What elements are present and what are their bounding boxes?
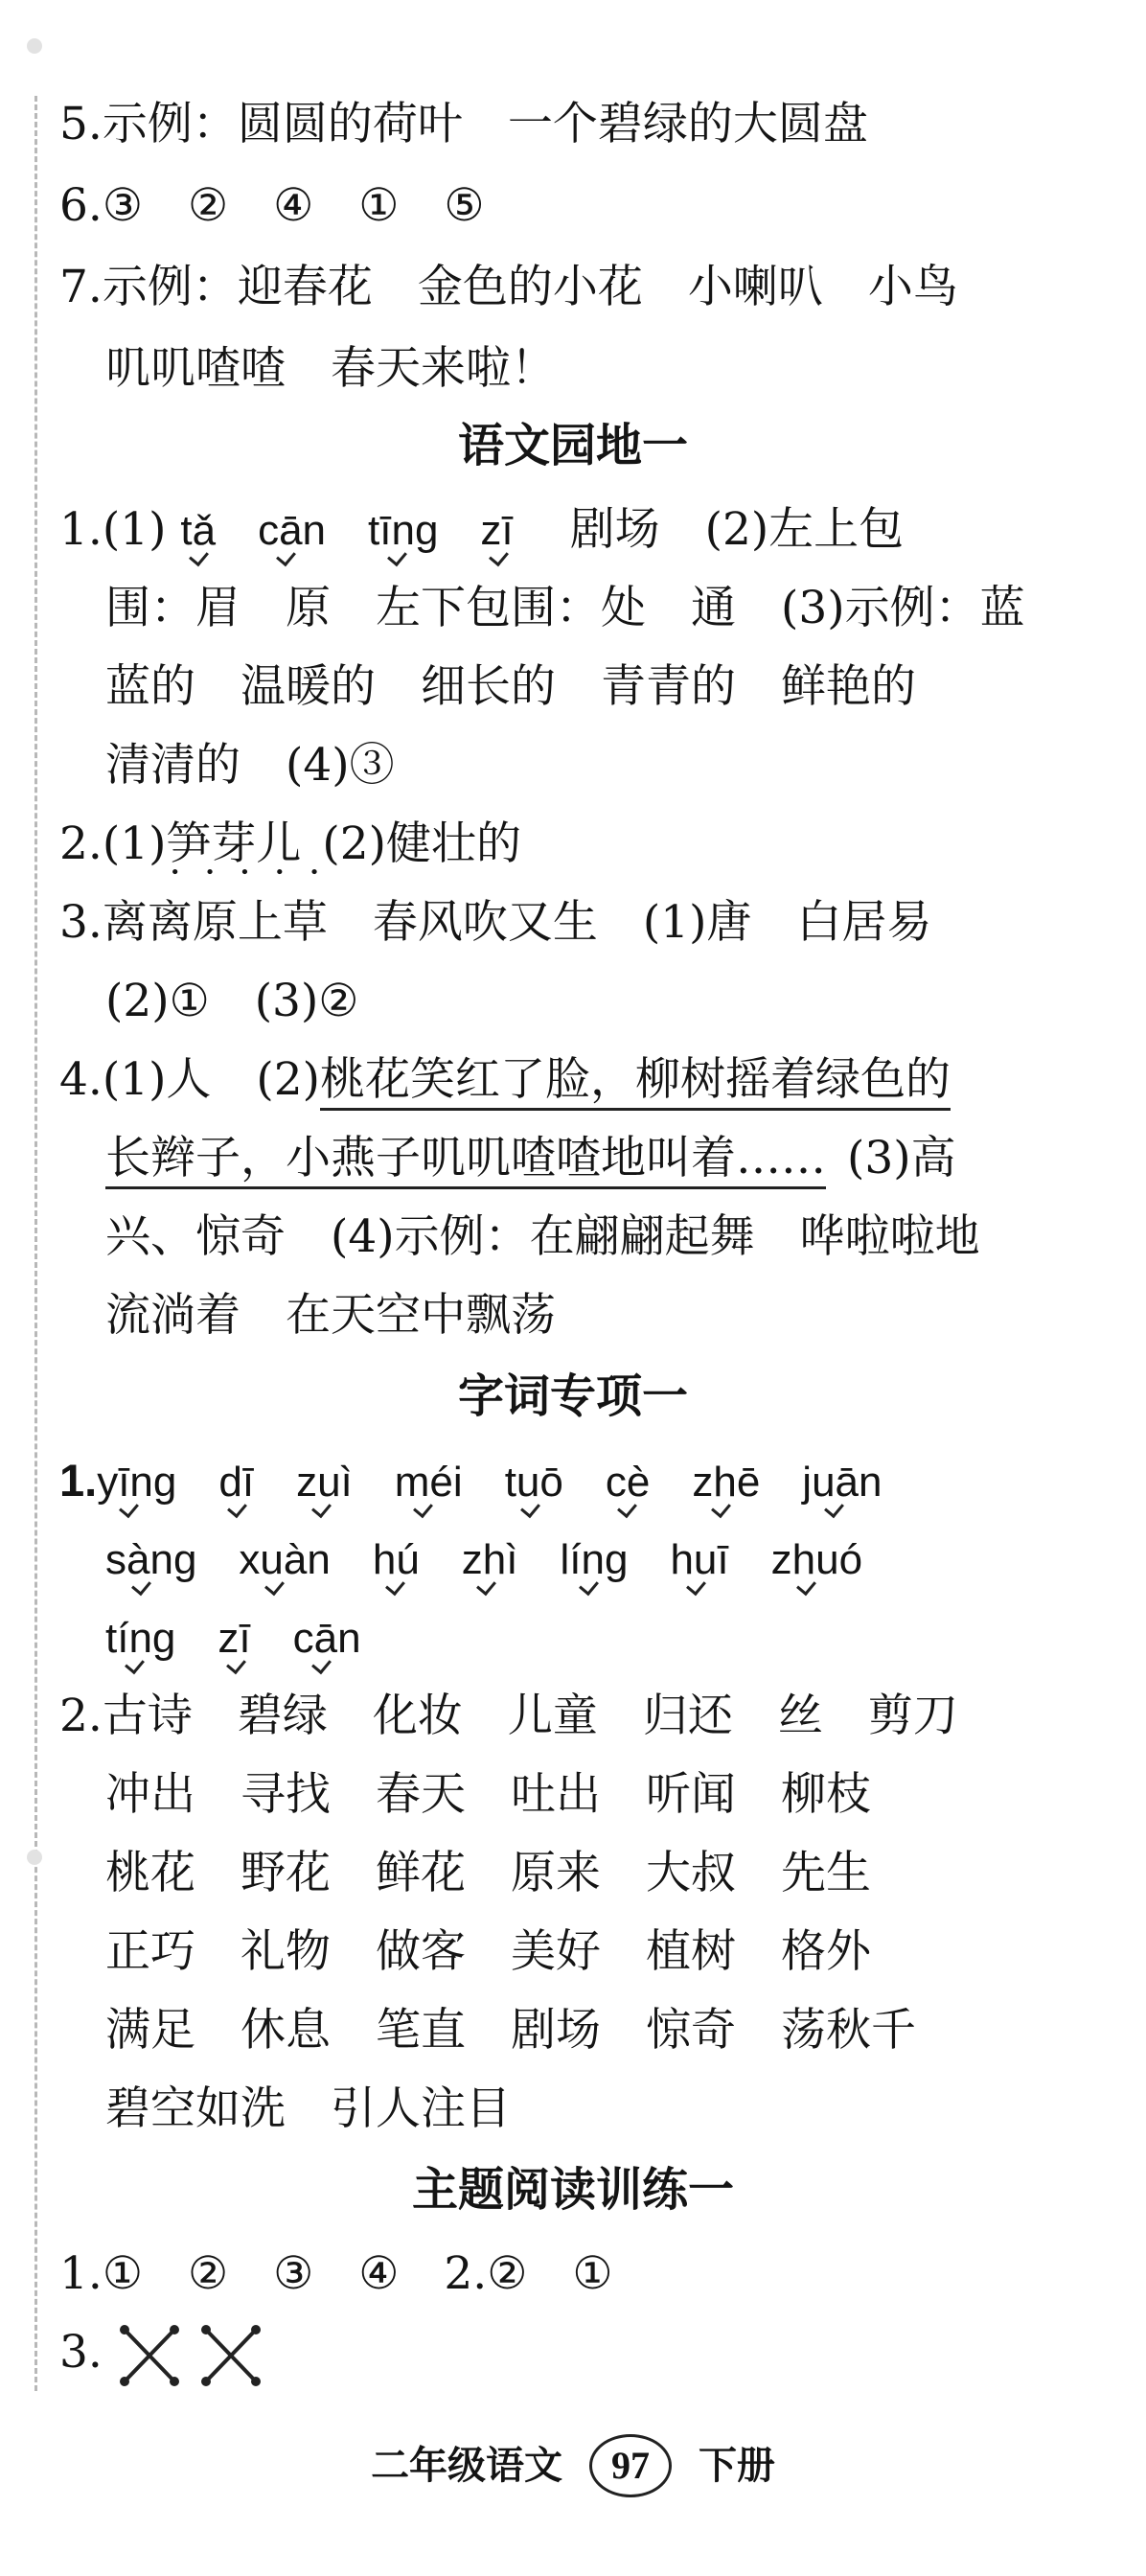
pinyin-row (105, 1526, 905, 1593)
pinyin: líng (561, 1527, 629, 1594)
answer-line: 蓝的 温暖的 细长的 青青的 鲜艳的 (105, 660, 916, 713)
section-title: 主题阅读训练一 (411, 2163, 734, 2217)
pinyin: zī (218, 1605, 250, 1672)
answer-line: 7.示例：迎春花 金色的小花 小喇叭 小鸟 (59, 261, 958, 313)
pinyin: hú (373, 1527, 420, 1594)
pinyin: zī (480, 497, 513, 564)
answer-line: 1.① ② ③ ④ 2.② ① (59, 2247, 613, 2300)
section-title: 字词专项一 (457, 1369, 688, 1423)
question-prefix: 1.(1) (59, 503, 167, 556)
binding-dot (27, 1850, 42, 1865)
page-footer (0, 2434, 1146, 2497)
pinyin: tǎ (180, 497, 216, 564)
pinyin: zhì (462, 1527, 518, 1594)
pinyin-row (59, 1447, 924, 1514)
answer-line: 流淌着 在天空中飘荡 (105, 1289, 556, 1342)
answer-line: (2)① (3)② (105, 975, 359, 1027)
answer-text: 剧场 (2)左上包 (569, 503, 905, 556)
pinyin: tuō (505, 1449, 563, 1516)
pinyin: cān (293, 1605, 361, 1672)
answer-text: (3)高 (847, 1132, 956, 1184)
dotted-answer: 笋芽儿 • • • (166, 811, 301, 878)
underlined-answer: 长辫子，小燕子叽叽喳喳地叫着…… (105, 1132, 826, 1189)
question-number: 1. (59, 1455, 98, 1506)
answer-line (59, 811, 521, 878)
pinyin: zhē (692, 1449, 760, 1516)
answer-line: 围：眉 原 左下包围：处 通 (3)示例：蓝 (105, 582, 1025, 634)
footer-grade: 二年级语文 (371, 2444, 563, 2488)
question-prefix: 2.(1) (59, 817, 167, 870)
pinyin: tīng (368, 497, 438, 564)
cross-mark-icon (117, 2322, 184, 2389)
pinyin: tíng (105, 1605, 175, 1672)
pinyin: cān (258, 497, 326, 564)
underlined-answer: 桃花笑红了脸，柳树摇着绿色的 (320, 1053, 951, 1111)
binding-dot (27, 38, 42, 54)
answer-line: 叽叽喳喳 春天来啦！ (105, 342, 556, 395)
answer-line: 5.示例：圆圆的荷叶 一个碧绿的大圆盘 (59, 98, 868, 150)
answer-line: 碧空如洗 引人注目 (105, 2082, 511, 2135)
pinyin: zhuó (771, 1527, 862, 1594)
answer-text: (2)健壮的 (322, 817, 521, 870)
pinyin: cè (606, 1449, 650, 1516)
answer-line: 清清的 (4)③ (105, 739, 395, 792)
answer-line: 满足 休息 笔直 剧场 惊奇 荡秋千 (105, 2004, 916, 2057)
answer-line: 桃花 野花 鲜花 原来 大叔 先生 (105, 1847, 871, 1899)
pinyin: sàng (105, 1527, 196, 1594)
pinyin-row (105, 1604, 403, 1671)
answer-line: 2.古诗 碧绿 化妆 儿童 归还 丝 剪刀 (59, 1690, 958, 1742)
question-prefix: 3. (59, 2326, 103, 2379)
answer-line (59, 1046, 951, 1114)
cross-mark-icon (198, 2322, 265, 2389)
answer-line: 冲出 寻找 春天 吐出 听闻 柳枝 (105, 1768, 871, 1821)
answer-line: 3.离离原上草 春风吹又生 (1)唐 白居易 (59, 896, 932, 949)
page-number: 97 (589, 2434, 672, 2497)
section-title: 语文园地一 (457, 419, 688, 472)
question-prefix: 4.(1)人 (2) (59, 1053, 320, 1106)
pinyin: huī (670, 1527, 728, 1594)
answer-line: 兴、惊奇 (4)示例：在翩翩起舞 哗啦啦地 (105, 1210, 980, 1263)
answer-line (59, 2319, 265, 2386)
pinyin: zuì (296, 1449, 353, 1516)
answer-line (105, 1125, 956, 1192)
pinyin: yīng (97, 1449, 176, 1516)
pinyin: dī (218, 1449, 254, 1516)
pinyin: juān (802, 1449, 882, 1516)
answer-line (59, 496, 904, 564)
footer-volume: 下册 (698, 2444, 775, 2488)
pinyin: méi (395, 1449, 463, 1516)
pinyin: xuàn (239, 1527, 330, 1594)
answer-line: 6.③ ② ④ ① ⑤ (59, 179, 485, 232)
answer-line: 正巧 礼物 做客 美好 植树 格外 (105, 1925, 871, 1978)
